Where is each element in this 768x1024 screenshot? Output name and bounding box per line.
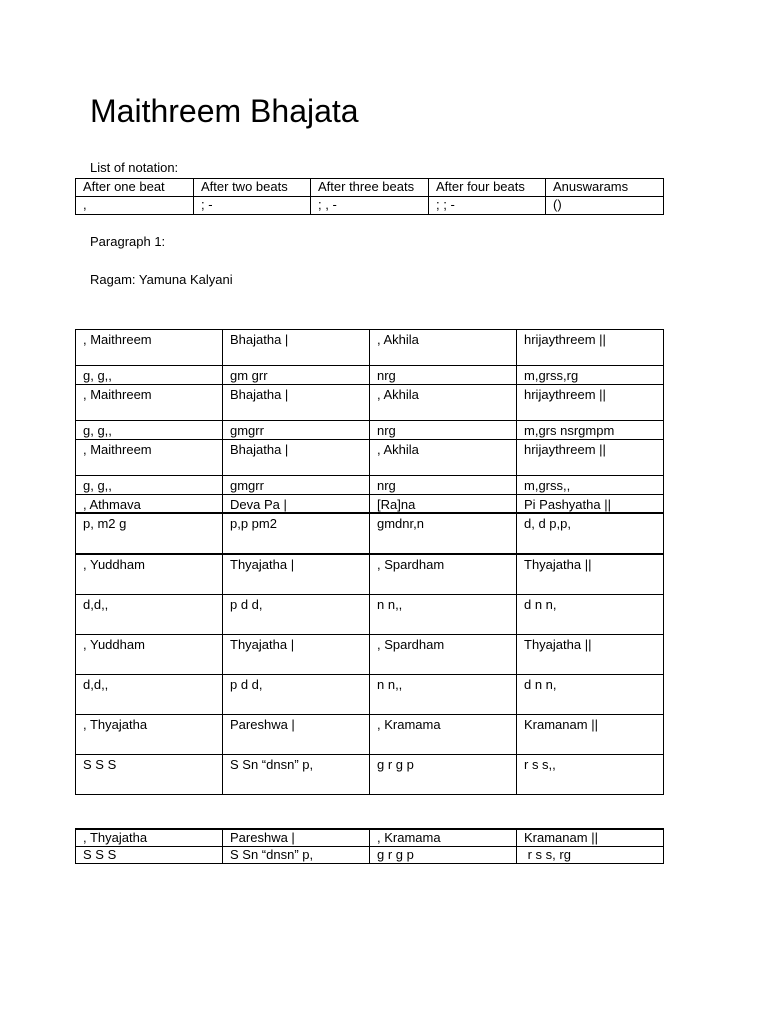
table-row bbox=[76, 715, 664, 755]
table-cell: hrijaythreem || bbox=[517, 330, 664, 366]
table-cell: d, d p,p, bbox=[517, 513, 664, 554]
table-cell: , Kramama bbox=[370, 715, 517, 755]
notation-header-cell: After one beat bbox=[76, 179, 194, 197]
table-cell: hrijaythreem || bbox=[517, 440, 664, 476]
table-row bbox=[76, 421, 664, 440]
table-cell: Kramanam || bbox=[517, 829, 664, 847]
table-cell: Kramanam || bbox=[517, 715, 664, 755]
table-cell: nrg bbox=[370, 366, 517, 385]
table-cell: Thyajatha | bbox=[223, 635, 370, 675]
table-cell: gm grr bbox=[223, 366, 370, 385]
table-cell: [Ra]na bbox=[370, 495, 517, 514]
table-row bbox=[76, 635, 664, 675]
table-cell: , Thyajatha bbox=[76, 715, 223, 755]
table-row bbox=[76, 595, 664, 635]
table-cell: n n,, bbox=[370, 595, 517, 635]
table-cell: g, g,, bbox=[76, 366, 223, 385]
notation-table bbox=[75, 178, 664, 215]
table-cell: Pareshwa | bbox=[223, 829, 370, 847]
notation-tail-table bbox=[75, 828, 664, 864]
notation-main-table bbox=[75, 329, 664, 795]
notation-header-row bbox=[76, 179, 664, 197]
table-row bbox=[76, 554, 664, 595]
table-cell: r s s,, bbox=[517, 755, 664, 795]
table-cell: gmgrr bbox=[223, 476, 370, 495]
table-cell: , Akhila bbox=[370, 385, 517, 421]
table-row bbox=[76, 829, 664, 847]
table-row bbox=[76, 495, 664, 514]
table-cell: p d d, bbox=[223, 595, 370, 635]
table-row bbox=[76, 476, 664, 495]
table-cell: gmdnr,n bbox=[370, 513, 517, 554]
table-cell: gmgrr bbox=[223, 421, 370, 440]
notation-value-row bbox=[76, 197, 664, 215]
table-cell: m,grss,, bbox=[517, 476, 664, 495]
table-cell: Pareshwa | bbox=[223, 715, 370, 755]
table-cell: d n n, bbox=[517, 675, 664, 715]
table-cell: hrijaythreem || bbox=[517, 385, 664, 421]
table-cell: , Yuddham bbox=[76, 554, 223, 595]
table-cell: Bhajatha | bbox=[223, 330, 370, 366]
table-row bbox=[76, 366, 664, 385]
table-cell: S S S bbox=[76, 755, 223, 795]
table-row bbox=[76, 675, 664, 715]
notation-header-cell: Anuswarams bbox=[546, 179, 664, 197]
table-cell: S Sn “dnsn” p, bbox=[223, 847, 370, 864]
notation-header-cell: After three beats bbox=[311, 179, 429, 197]
table-cell: , Spardham bbox=[370, 635, 517, 675]
notation-header-cell: After two beats bbox=[194, 179, 311, 197]
table-cell: , Thyajatha bbox=[76, 829, 223, 847]
table-row bbox=[76, 513, 664, 554]
notation-value-cell: () bbox=[546, 197, 664, 215]
table-cell: r s s, rg bbox=[517, 847, 664, 864]
table-cell: n n,, bbox=[370, 675, 517, 715]
table-cell: , Spardham bbox=[370, 554, 517, 595]
table-cell: nrg bbox=[370, 421, 517, 440]
table-cell: p,p pm2 bbox=[223, 513, 370, 554]
table-cell: g, g,, bbox=[76, 421, 223, 440]
table-cell: g, g,, bbox=[76, 476, 223, 495]
notation-value-cell: ; - bbox=[194, 197, 311, 215]
table-cell: p d d, bbox=[223, 675, 370, 715]
table-cell: , Maithreem bbox=[76, 440, 223, 476]
table-cell: Bhajatha | bbox=[223, 385, 370, 421]
paragraph-label: Paragraph 1: bbox=[90, 234, 166, 249]
table-cell: , Maithreem bbox=[76, 330, 223, 366]
table-cell: S S S bbox=[76, 847, 223, 864]
table-cell: Deva Pa | bbox=[223, 495, 370, 514]
table-cell: , Athmava bbox=[76, 495, 223, 514]
table-cell: m,grss,rg bbox=[517, 366, 664, 385]
table-cell: , Akhila bbox=[370, 440, 517, 476]
table-cell: S Sn “dnsn” p, bbox=[223, 755, 370, 795]
table-cell: d,d,, bbox=[76, 675, 223, 715]
notation-value-cell: , bbox=[76, 197, 194, 215]
document-title: Maithreem Bhajata bbox=[90, 93, 359, 129]
table-row bbox=[76, 385, 664, 421]
table-cell: d,d,, bbox=[76, 595, 223, 635]
table-cell: p, m2 g bbox=[76, 513, 223, 554]
table-cell: nrg bbox=[370, 476, 517, 495]
table-cell: Pi Pashyatha || bbox=[517, 495, 664, 514]
table-cell: , Yuddham bbox=[76, 635, 223, 675]
table-cell: Thyajatha || bbox=[517, 635, 664, 675]
table-cell: g r g p bbox=[370, 847, 517, 864]
table-cell: , Maithreem bbox=[76, 385, 223, 421]
table-cell: m,grs nsrgmpm bbox=[517, 421, 664, 440]
notation-value-cell: ; , - bbox=[311, 197, 429, 215]
table-cell: Bhajatha | bbox=[223, 440, 370, 476]
table-cell: d n n, bbox=[517, 595, 664, 635]
notation-value-cell: ; ; - bbox=[429, 197, 546, 215]
table-cell: Thyajatha | bbox=[223, 554, 370, 595]
table-cell: , Kramama bbox=[370, 829, 517, 847]
notation-header-cell: After four beats bbox=[429, 179, 546, 197]
table-row bbox=[76, 755, 664, 795]
notation-heading: List of notation: bbox=[90, 160, 179, 175]
table-cell: , Akhila bbox=[370, 330, 517, 366]
table-row bbox=[76, 847, 664, 864]
ragam-label: Ragam: Yamuna Kalyani bbox=[90, 272, 233, 287]
table-cell: g r g p bbox=[370, 755, 517, 795]
table-row bbox=[76, 440, 664, 476]
table-cell: Thyajatha || bbox=[517, 554, 664, 595]
table-row bbox=[76, 330, 664, 366]
